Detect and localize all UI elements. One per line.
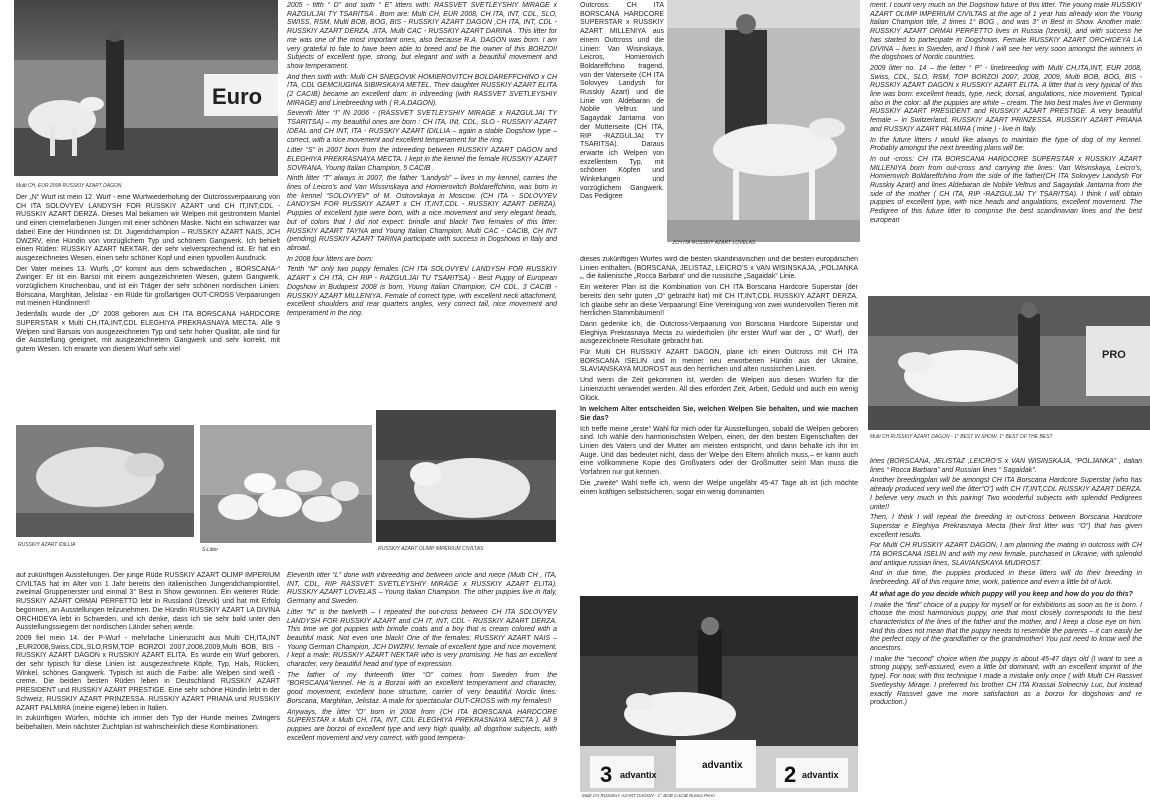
col4-para: In out -cross: CH ITA BORSCANA HARDCORE SUPERSTAR x RUSSKIY AZART MILLENIYA born from out-cross and carrying the lines: Van Wisinskaya, Leicro’s, Homierovich Boldareffchino from the side of the father(CH ITA Solovyev Landysh For Russkiy Azart) and lines Aldebaran de Nobile Veltrus and Sagaydak Jantarna from the side of the mother ( CH ITA, RIP -RAZGULJAI TY TSARITSA). I think I will obtain puppies of excellent type, with nice heads and angulations, excellent movement. The Pedigree of this future litter to comprise the best scandinavian lines and the best european [870,155,1142,224]
advantix-1-text: advantix [702,760,743,771]
photo-dagon-bis [868,296,1150,430]
advantix-2-text: advantix [802,770,839,780]
caption-dagon-bis: Multi CH RUSSKIY AZART DAGON - 1° BEST IN SHOW, 1° BEST OF THE BEST [870,434,1053,440]
col1-para: Jedenfalls wurde der „O“ 2008 geboren aus CH ITA BORSCANA HARDCORE SUPERSTAR x Multi CH,ITA,INT,CDL ELEGHIYA PREKRASNAYA MECTA. Alle 9 Welpen sind Barsois von ausgezeichneten Typ und sehr hoher Qualität, alle sind für die Ausstellung geeignet, mit ausgezeichnetem Gangwerk und sehr korrekt, mit gutem Wesen. Ich erwarte von diesem Wurf sehr viel [16,311,280,353]
col1-para: 2009 fiel mein 14. der P-Wurf - mehrfache Linienzucht aus Multi CH,ITA,INT „EUR2008,Swiss,CDL,SLO,RSM,TOP BORZOI 2007,2008,2009,Multi BOB, BIS - RUSSKIY AZART DAGON x RUSSKIY AZART ELITA. Es wurde ein Wurf geboren, der sehr typisch für diese Linien ist: ausgezeichnete Köpfe, Typ, Hals, Rücken, Winkel, schönes Gangwerk. Typisch ist auch die Farbe: alle Welpen sind weiß - creme. Die beiden besten Rüden leben in Deutschland RUSSKIY AZART PRESIDENT und RUSSKIY AZART PRESTIGE. Eine sehr schöne Hündin lebt in der Schweiz, RUSSKIY AZART PRINZESSA. RUSSKIY AZART PRIANA und RUSSKIY AZART PALMIRA (meine eigene) leben in Italien. [16,634,280,712]
col4-para: And in due time, the puppies produced in these litters will do their breeding in linebreeding. All of this require time, work, patience and even a little bit of luck. [870,570,1142,587]
advantix-3-text: advantix [620,770,657,780]
pro-banner-text: PRO [1102,349,1126,361]
photo-idillia [16,425,194,537]
col2-para: Eleventh litter “L” done with inbreeding and between uncle and niece (Multi CH , ITA, INT, CDL, RIP RASSVET SVETLEYSHIY MIRAGE x RUSSKIY AZART ELITA). RUSSKIY AZART LOVELAS – Young Italian Champion. The other puppies live in Italy, Germany and Sweden. [287,572,557,606]
col1-para: Der Vater meines 13. Wurfs „O“ kommt aus dem schwedischen „ BORSCANA-“ Zwinger. Er ist ein Barsoi mit einem ausgezeichneten Wesen, gutem Gangwerk, vorzüglichem Knochenbau, und ist ein Träger der sehr schönen nordischen Linien: Borscana, Marghitan, Jelistaz - ein Rüde für großartigen OUT-CROSS Verpaarungen mit meinen Hündinnen!! [16,265,280,308]
column-2-bottom [287,572,557,798]
col2-para: And then sixth with: Multi CH SNEGOVIK HOMIEROVITCH BOLDAREFFCHINO x CH ITA, CDL GEMCIUGINA SIBIRSKAYA METEL. Their daughter RUSSKIY AZART ELITA (2 CACIB) became an excellent dam: in inbreeding (with RASSVET SVETLEYSHIY MIRAGE) and Linebreeding with ( R.A.DAGON). [287,73,557,107]
caption-s-litter: S-Litter [202,547,219,553]
col1-para: Der „N“ Wurf ist mein 12. Wurf - eine Wurfwiederholung der Outcrossverpaarung von CH ITA SOLOVYEV LANDYSH FOR RUSSKIY AZART und CH IT,INT,CDL - RUSSKIY AZART DERZA. Dieses Mal bekamen wir Welpen mit gestromtem Mantel und einen cremefarbenen Jungen mit einer schönen Maske. Nicht ein schwarzer war dabei! Eine der Hündinnen ist: Dt. Jugendchampion – RUSSKIY AZART NAIS, JCH DWZRV, eine Hündin von vorzüglichem Typ und schönem Gangwerk. Ich behielt einen Rüden: RUSSKIY AZART NEKTAR, der sehr vielversprechend ist. Er hat ein ausgezeichnetes Wesen, einen sehr schöner Kopf und einen typvollen Ausdruck. [16,194,280,262]
col2-para: In 2008 four litters are born: [287,255,373,263]
photo-idillia-image [16,425,194,537]
photo-lovelas-image [667,0,860,242]
col2-para: Litter “N” is the twelveth – I repeated the out-cross between CH ITA SOLOVYEV LANDYSH FOR RUSSKIY AZART and CH IT, INT, CDL - RUSSKIY AZART DERZA. This time we got puppies with brindle coats and a boy that is cream colored with a beautiful mask. Not even one black! One of the females: RUSSKIY AZART NAIS – Young German Champion, JCH DWZRV, female of excellent type and nice movement. I kept a male: RUSSKIY AZART NEKTAR who is very promising. He has an excellent character, very beautiful head and type of expression. [287,608,557,669]
col3-question-heading: In welchem Alter entscheiden Sie, welchen Welpen Sie behalten, und wie machen Sie das? [580,406,858,422]
col4-question-heading: At what age do you decide which puppy will you keep and how do you do this? [870,590,1133,598]
column-3-narrow [580,2,664,256]
column-1-bottom [16,572,280,798]
place-3-text: 3 [600,762,613,787]
photo-lovelas [667,0,860,242]
photo-olimp [376,410,556,542]
photo-dagon-bis-image [868,296,1150,430]
column-4-top [870,2,1142,294]
col3-para: Und wenn die Zeit gekommen ist, werden die Welpen aus diesen Würfen für die Linienzucht verwendet werden. All dies erfordert Zeit, Arbeit, Geduld und auch ein wenig Glück. [580,377,858,402]
col4-para: lines (BORSCANA, JELISTAZ ,LEICRO’S x VAN WISINSKAJA, “POLJANKA” , italian lines “ Rocca Barbara” and Russian lines “ Sagaidak”. [870,458,1142,474]
col4-para: Then, I think I will repeat the breeding in out-cross between Borscana Hardcore Superstar e Eleghiya Prekrasnaya Mecta (their first litter was “O”) that has given excellent results. [870,514,1142,539]
col2-para: 2005 - fifth “ D” and sixth “ E” litters with: RASSVET SVETLEYSHIY MIRAGE x RAZGULJAI TY TSARITSA . Born are: Multi CH, EUR 2008, CH ITA, INT, CDL, SLO, SWISS, RSM, Multi BOB, BOG, BIS - RUSSKIY AZART DAGON ,CH ITA, INT, CDL -RUSSKIY AZART DERZA, JITA, Multi CAC - RUSSKIY AZART DARINA . This litter for me was one of the most important ones, also because R.A. DAGON was born. I am very grateful to fate to have been able to breed and be the owner of this BORZOI! Subjects of excellent type, strong, but elegant and with a beautiful movement and show temperament. [287,2,557,70]
col3-para: dieses zukünftigen Wurfes wird die besten skandinavischen und die besten europäischen Linien enthalten. (BORSCANA, JELISTAZ, LEICRO'S x VAN WISINSKAJA, „POLJANKA „, die italienische „Rocca Barbara“ und die russische „Sagaidak“ Linie. [580,256,858,281]
column-2-top [287,2,557,406]
col4-para: Another breedingplan will be amongst CH ITA Borscana Hardcore Superstar (who has already produced very well the litter“O”) with CH IT,INT,CDL RUSSKIY AZART DERZA. I believe very much in this pairing! Two wonderful subjects with splendid Pedigrees unite!! [870,477,1142,511]
col3-para: Die „zweite“ Wahl treffe ich, wenn der Welpe ungefähr 45-47 Tage alt ist (ich möchte einen kräftigen selbstsicheren, sogar ein wenig dominanten [580,479,858,496]
euro-banner-text: Euro [212,84,263,109]
photo-olimp-image [376,410,556,542]
photo-s-litter [200,425,372,543]
column-3-wide [580,256,858,594]
col4-para: ment. I count very much on the Dogshow future of this litter. The young male RUSSKIY AZART OLIMP IMPERIUM CIVILTAS at the age of 1 year has already won the Young Italian Champion title, 2 times 1° BOG , and was 3° in Best in Show. Another male: RUSSKIY AZART ORMAI PERFETTO lives in Russia (Izevsk), and with success he has started to partecipate in Dogshows. Female RUSSKIY AZART ORCHIDEYA LA DIVINA – lives in Sweden, and I think I will see her very soon amongst the winners in the dogshows of Nordic countries. [870,2,1142,62]
col3-para: Outcross: CH ITA BORSCANA HARDCORE SUPERSTAR x RUSSKIY AZART MILLENIYA aus einem Outcross und die Linien: Van Wisinskaya, Leicros, Homierovich Boldareffchino tragend, von der Vaterseite (CH ITA Solovyev Landysh for Russkiy Azart) und die Linie von Aldebaran de Nobile Veltrus und Sagaydak Jantarna von der Mutterseite (CH ITA, RIP -RAZGULJAI TY TSARITSA). Daraus erwarte ich Welpen von exzellentem Typ, mit schönen Köpfen und Winkelungen und vorzüglichem Gangwerk. Das Pedigree [580,2,664,201]
col2-para: Seventh litter “I” IN 2006 - (RASSVET SVETLEYSHIY MIRAGE x RAZGULJAI TY TSARITSA) – my beautiful ones are born : CH ITA, INt, CDL, SLO - RUSSKIY AZART IDEAL and CH INT, ITA - RUSSKIY AZART IDILLIA – again a stable Dogshow type – correct, with a nice movement and excellent temperament for the ring. [287,110,557,144]
col4-para: 2009 litter no. 14 – the letter “ P” - linebreeding with Multi CH,ITA,INT, EUR 2008, Swiss, CDL, SLO, RSM, TOP BORZOI 2007, 2008, 2009, Multi BOB, BOG, BIS - RUSSKIY AZART DAGON x RUSSKIY AZART ELITA. A litter that is very typical of this line was born: excellent heads, type, neck, dorsal, angulations, nice movement. Typical also in the color: all the puppies are white – cream. The two best males live in Germany RUSSKIY AZART PRESIDENT and RUSSKIY AZART PRESTIGE. A very beautiful female – in Switzerland, RUSSKIY AZART PRINZESSA. RUSSKIY AZART PRIANA and RUSSKIY AZART PALMIRA ( mine ) - live in Italy. [870,64,1142,133]
col2-para: The father of my thirteenth litter “O” comes from Sweden from the “BORSCANA”kennel. He is a Borzoi with an excellent temperament and character, good movement, excellent bone structure, carrier of very beautiful Nordic lines: Borscana, Marghitan, Jelistaz. A male for spectacular OUT-CROSS with my females!! [287,671,557,705]
caption-dagon: Multi CH, EUR 2008 RUSSKIY AZART DAGON [16,183,122,189]
col2-para: Anyways, the litter “O” born in 2008 from (CH ITA BORSCANA HARDCORE SUPERSTAR x Multi CH, ITA, INT, CDL ELEGHIYA PREKRASNAYA MECTA ). All 9 puppies are borzoi of excellent type and very high quality, all dogshow subjects, with excellent movement and very correct, with good tempera- [287,708,557,742]
col4-para: For Multi CH RUSSKIY AZART DAGON, I am planning the mating in outcross with CH ITA BORSCANA ISELIN and with my new female, purchased in Ukraine, with splendid and antique russian lines, SLAVIANSKAYA MUDROST. [870,542,1142,567]
place-2-text: 2 [784,762,797,787]
col4-para: I make the “second” choice when the puppy is about 45-47 days old (I want to see a strong puppy, self-assured, even a little bit dominant, with an excellent imprint of the type). For now, with this technique I made a mistake only once ( with Multi CH Rassvet Svetleyshiy Mirage. I preferred his brother CH ITA Krassai Solnecniy Luc, but instead exactly Rassvet gave me more satisfaction as a borzoi for dogshows and re production.) [870,655,1142,707]
caption-dagon-perm: Multi CH RUSSKIY AZART DAGON - 1° BOB CACIB Russia Perm [582,793,715,798]
photo-s-litter-image [200,425,372,543]
col1-para: auf zukünftigen Ausstellungen. Der junge Rüde RUSSKIY AZART OLIMP IMPERIUM CIVILTAS hat im Alter von 1 Jahr bereits den italienischen Jungendchampiontitel, zweimal Gruppenerster und einmal 3° Best in Show gewonnen. Ein weiterer Rüde: RUSSKIY AZART ORMAI PERFETTO lebt in Russland (Izevsk) und hat mit Erfolg begonnen, an Ausstellungen teilzunehmen. Die Hündin RUSSKIY AZART LA DIVINA ORCHIDEYA lebt in Schweden, und ich denke, dass ich sie sehr bald unter den Ausstellungssiegern der nordischen Länder sehen werde. [16,572,280,632]
col2-para: Tenth “M” only two puppy females (CH ITA SOLOVYEV LANDYSH FOR RUSSKIY AZART x CH ITA, CH RIP - RAZGULJAI TU TSARITSA) - Best Puppy of European Dogshow in Budapest 2008 is born, Young Italian Champion, CH CDL, 3 CACIB -RUSSKIY AZART MILLENIYA. Female of correct type, with excellent neck attachment, excellent shoulders and rear quarters angles, very correct tail, nice movement and temperament in the ring. [287,266,557,317]
col3-para: Dann gedenke ich, die Outcross-Verpaarung von Borscana Hardcore Superstar und Eleghiya Prekrasnaya Mecta zu wiederholen (ihr erster Wurf war der „ O“ Wurf), der ausgezeichnete Resultate gebracht hat. [580,320,858,346]
col1-para: In zukünftigen Würfen, möchte ich immer den Typ der Hunde meines Zwingers beibehalten. Mein nächster Zuchtplan ist wahrscheinlich diese Kombinationen: [16,715,280,731]
photo-dagon-perm [580,596,858,792]
col3-para: Ich treffe meine „erste“ Wahl für mich oder für Ausstellungen, sobald die Welpen geboren sind. Ich wähle den harmonischsten Welpen, einen, der den besten Eigenschaften der Linien des Vaters und der Mutter am meisten entspricht, und dann behalte ich ihn im Auge. Und das bedeutet nicht, dass der Welpe den Eltern ähnlich muss,– er kann auch eine vollkommene Kopie des Großvaters oder der Großmutter sein! Man muss die Vorfahren nur gut kennen. [580,425,858,477]
caption-olimp: RUSSKIY AZART OLIMP IMPERIUM CIVILTAS [378,546,484,552]
column-4-bottom [870,458,1142,798]
caption-lovelas: JCH ITA RUSSKIY AZART LOVELAS [672,240,756,246]
col4-para: In the future litters I would like always to maintain the type of dog of my kennel. Probably amongst the next breeding plans will be: [870,136,1142,153]
photo-dagon-eurodogshow-image [14,0,278,176]
caption-idillia: RUSSKIY AZART IDILLIA [18,542,76,548]
column-1-top [16,194,280,420]
col3-para: Ein weiterer Plan ist die Kombination von CH ITA Borscana Hardcore Superstar (der bereits den sehr guten „O“ gebracht hat) mit CH IT,INT,CDL RUSSKIY AZART DERZA. Ich glaube sehr an diese Verpaarung! Eine Vereinigung von zwei wundervollen Tieren mit herrlichen Stammbäumen!! [580,284,858,318]
col4-para: I make the “first” choice of a puppy for myself or for exhibitions as soon as he is born. I choose the most harmonious puppy, one that most closely corresponds to the best characteristics of the lines of the father and the mother, and I keep a close eye on him. And this does not mean that the puppy needs to resemble the parents – it can easily be the perfect copy of the grandfather or the grandmother! You just need to know well the ancestors. [870,601,1142,653]
photo-dagon-perm-image [580,596,858,792]
photo-dagon-eurodogshow [14,0,278,176]
col2-para: Ninth litter “T” always in 2007, the father “Landysh” – lives in my kennel, carries the lines of Leicro’s and Van Wissinskaya and Homierovitch Boldareffchino, was born in the kennel “SOLOVYEV” of M. Ostrovskaya in Moscow. (CH ITA - SOLOVYEV LANDYSH FOR RUSSKIY AZART x CH IT,INT,CDL - RUSSKIY AZART DERZA). Puppies of excellent type were born, with a nice movement and very elegant heads, but of colors that I did not expect: brindle and black! Two females of this litter: RUSSKIY AZART TAYNA and Young Italian Champion, Multi CAC - CACIB, CH INT (pending) RUSSKIY AZART TARINA participate with success in Dogshows in Italy and abroad. [287,175,557,252]
col2-para: Litter “S” in 2007 born from the inbreeding between RUSSKIY AZART DAGON and ELEGHIYA PREKRASNAYA MECTA. I kept in the kennel the female RUSSKIY AZART SOVRANA, Young Italian Champion, 5 CACIB . [287,147,557,172]
col3-para: Für Multi CH RUSSKIY AZART DAGON, plane ich einen Outcross mit CH ITA BORSCANA ISELIN und in meiner neu erworbenen Hündin aus der Ukraine, SLAVIANSKAYA MUDROST aus den herrlichen und alten russischen Linien. [580,349,858,374]
